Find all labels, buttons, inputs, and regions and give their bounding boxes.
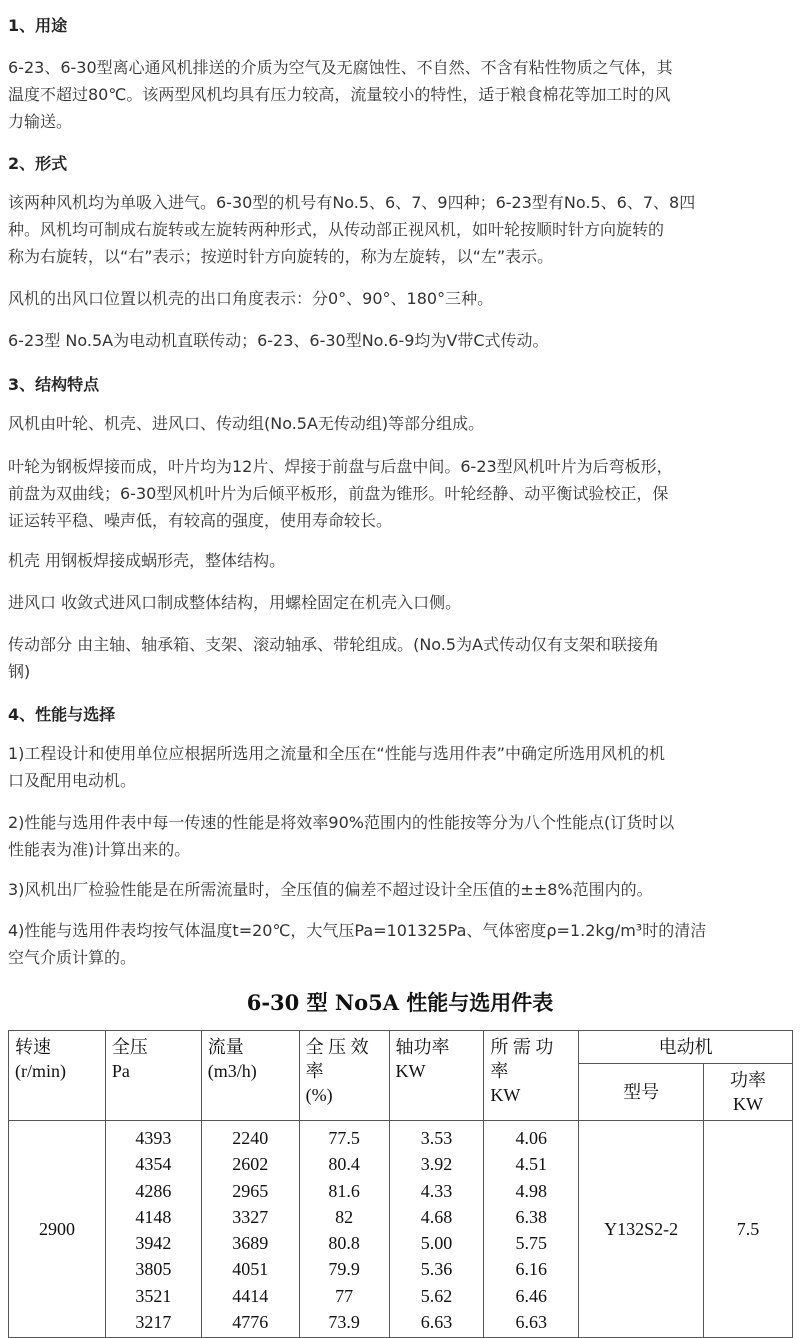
section-heading-performance: 4、性能与选择	[8, 705, 116, 724]
table-data-row	[9, 1121, 793, 1338]
table-header-row	[9, 1031, 793, 1064]
paragraph-selection-4: 4)性能与选用件表均按气体温度t=20℃，大气压Pa=101325Pa、气体密度ρ=1.2kg/m³时的清洁 空气介质计算的。	[8, 921, 707, 967]
paragraph-transmission: 传动部分 由主轴、轴承箱、支架、滚动轴承、带轮组成。(No.5为A式传动仅有支架和联接角 钢)	[8, 635, 660, 681]
header-efficiency: 全 压 效 率 (%)	[299, 1031, 389, 1121]
paragraph-outlet-position: 风机的出风口位置以机壳的出口角度表示：分0°、90°、180°三种。	[8, 289, 494, 308]
header-shaft-power: 轴功率 KW	[389, 1031, 484, 1121]
header-required-power: 所 需 功 率 KW	[484, 1031, 579, 1121]
paragraph-selection-3: 3)风机出厂检验性能是在所需流量时，全压值的偏差不超过设计全压值的±±8%范围内的。	[8, 880, 653, 899]
paragraph-form-types: 该两种风机均为单吸入进气。6-30型的机号有No.5、6、7、9四种；6-23型有No.5、6、7、8四 种。风机均可制成右旋转或左旋转两种形式，从传动部正视风机，如叶轮按顺时针方向旋转的 称为右旋转，以“右”表示；按逆时针方向旋转的，称为左旋转，以“左”表示。	[8, 193, 696, 266]
paragraph-casing: 机壳 用钢板焊接成蜗形壳，整体结构。	[8, 551, 286, 570]
paragraph-impeller: 叶轮为钢板焊接而成，叶片均为12片、焊接于前盘与后盘中间。6-23型风机叶片为后弯板形， 前盘为双曲线；6-30型风机叶片为后倾平板形，前盘为锥形。叶轮经静、动平衡试验校正，保 证运转平稳、噪声低，有较高的强度，使用寿命较长。	[8, 457, 673, 530]
header-pressure: 全压 Pa	[105, 1031, 201, 1121]
paragraph-inlet: 进风口 收敛式进风口制成整体结构，用螺栓固定在机壳入口侧。	[8, 593, 462, 612]
table-title: 6-30 型 No5A 性能与选用件表	[246, 990, 554, 1015]
column-efficiency: 77.5 80.4 81.6 82 80.8 79.9 77 73.9	[299, 1121, 389, 1338]
paragraph-selection-2: 2)性能与选用件表中每一传速的性能是将效率90%范围内的性能按等分为八个性能点(订货时以 性能表为准)计算出来的。	[8, 813, 675, 859]
column-shaft-power: 3.53 3.92 4.33 4.68 5.00 5.36 5.62 6.63	[389, 1121, 484, 1338]
paragraph-drive-type: 6-23型 No.5A为电动机直联传动；6-23、6-30型No.6-9均为V带C式传动。	[8, 331, 549, 350]
paragraph-usage: 6-23、6-30型离心通风机排送的介质为空气及无腐蚀性、不自然、不含有粘性物质之气体，其 温度不超过80℃。该两型风机均具有压力较高，流量较小的特性，适于粮食棉花等加工时的风 力输送。	[8, 58, 673, 131]
section-heading-form: 2、形式	[8, 154, 68, 173]
cell-motor-power: 7.5	[704, 1121, 793, 1338]
cell-motor-model: Y132S2-2	[579, 1121, 704, 1338]
column-required-power: 4.06 4.51 4.98 6.38 5.75 6.16 6.46 6.63	[484, 1121, 579, 1338]
header-motor: 电动机	[579, 1031, 793, 1064]
section-heading-structure: 3、结构特点	[8, 375, 100, 394]
paragraph-structure-parts: 风机由叶轮、机壳、进风口、传动组(No.5A无传动组)等部分组成。	[8, 414, 485, 433]
header-motor-model: 型号	[579, 1064, 704, 1121]
column-pressure: 4393 4354 4286 4148 3942 3805 3521 3217	[105, 1121, 201, 1338]
section-heading-usage: 1、用途	[8, 16, 68, 35]
header-flow: 流量 (m3/h)	[201, 1031, 299, 1121]
header-speed: 转速 (r/min)	[9, 1031, 106, 1121]
paragraph-selection-1: 1)工程设计和使用单位应根据所选用之流量和全压在“性能与选用件表”中确定所选用风机的机 口及配用电动机。	[8, 744, 666, 790]
header-motor-power: 功率 KW	[704, 1064, 793, 1121]
performance-table	[8, 1030, 793, 1338]
cell-speed: 2900	[9, 1121, 106, 1338]
column-flow: 2240 2602 2965 3327 3689 4051 4414 4776	[201, 1121, 299, 1338]
